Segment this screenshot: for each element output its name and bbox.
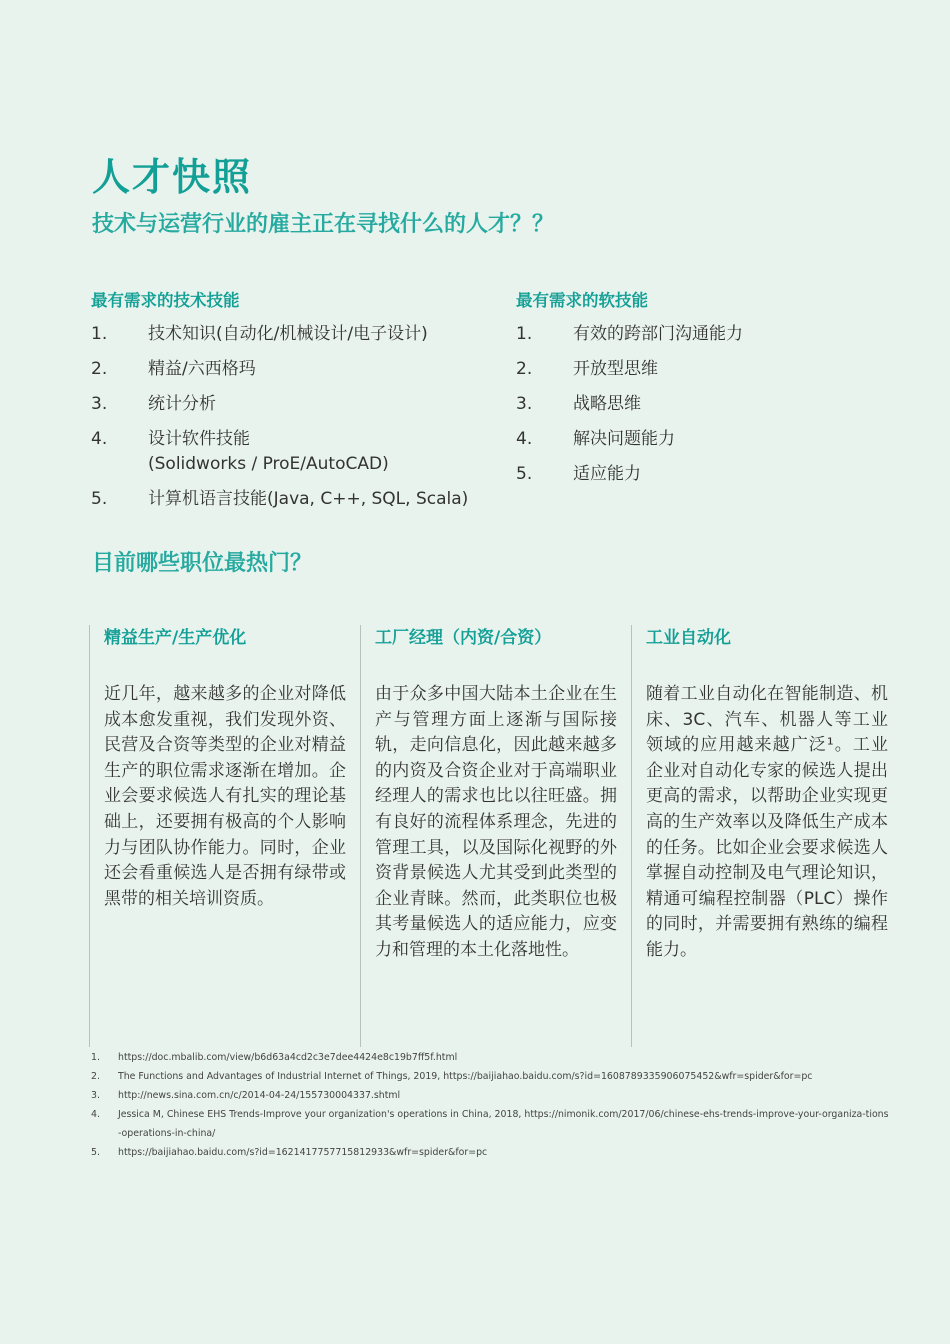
footnote — [91, 1105, 891, 1143]
list-item — [91, 392, 501, 417]
list-item — [516, 357, 886, 382]
list-item-text: 适应能力 — [573, 464, 641, 484]
list-item-text: 有效的跨部门沟通能力 — [573, 324, 743, 344]
list-item-number: 3. — [91, 394, 108, 414]
hot-position-heading: 精益生产/生产优化 — [104, 628, 247, 648]
hot-position-heading: 工厂经理（内资/合资） — [375, 628, 552, 648]
list-item-text: 精益/六西格玛 — [148, 359, 256, 379]
footnote-number: 2. — [91, 1071, 100, 1082]
hot-position-body: 随着工业自动化在智能制造、机床、3C、汽车、机器人等工业领域的应用越来越广泛¹。工业企业对自动化专家的候选人提出更高的需求，以帮助企业实现更高的生产效率以及降低生产成本的任务。比如企业会要求候选人掌握自动控制及电气理论知识，精通可编程控制器（PLC）操作的同时，并需要拥有熟练的编程能力。 — [646, 684, 888, 960]
hot-position-body: 近几年，越来越多的企业对降低成本愈发重视，我们发现外资、民营及合资等类型的企业对精益生产的职位需求逐渐在增加。企业会要求候选人有扎实的理论基础上，还要拥有极高的个人影响力与团队协作能力。同时，企业还会看重候选人是否拥有绿带或黑带的相关培训资质。 — [104, 684, 346, 909]
list-item-text: 开放型思维 — [573, 359, 658, 379]
list-item-text: 技术知识(自动化/机械设计/电子设计) — [148, 324, 428, 344]
soft-skills-heading: 最有需求的软技能 — [516, 291, 648, 310]
footnote-number: 1. — [91, 1052, 100, 1063]
list-item-number: 5. — [516, 464, 533, 484]
footnote-number: 5. — [91, 1147, 100, 1158]
footnote-number: 4. — [91, 1109, 100, 1120]
list-item — [516, 322, 886, 347]
list-item — [516, 427, 886, 452]
list-item-number: 3. — [516, 394, 533, 414]
footnote-link[interactable]: http://news.sina.com.cn/c/2014-04-24/155730004337.shtml — [118, 1090, 401, 1101]
hot-positions-section — [89, 625, 903, 1047]
footnote-number: 3. — [91, 1090, 100, 1101]
list-item-number: 5. — [91, 489, 108, 509]
footnote-link[interactable]: Jessica M, Chinese EHS Trends-Improve your organization's operations in China, 2018, https://nimonik.com/2017/06/chinese-ehs-trends-improve-your-organiza-tions-operations-in-china/ — [118, 1109, 889, 1139]
list-item-number: 2. — [91, 359, 108, 379]
hot-position-heading: 工业自动化 — [646, 628, 731, 648]
hot-position-body: 由于众多中国大陆本土企业在生产与管理方面上逐渐与国际接轨，走向信息化，因此越来越多的内资及合资企业对于高端职业经理人的需求也比以往旺盛。拥有良好的流程体系理念，先进的管理工具，以及国际化视野的外资背景候选人尤其受到此类型的企业青睐。然而，此类职位也极其考量候选人的适应能力，应变力和管理的本土化落地性。 — [375, 684, 617, 960]
footnote-link[interactable]: The Functions and Advantages of Industrial Internet of Things, 2019, https://baijiahao.baidu.com/s?id=1608789335906075452&wfr=spider&for=pc — [118, 1071, 813, 1082]
list-item — [91, 322, 501, 347]
list-item — [91, 487, 501, 512]
list-item-number: 1. — [516, 324, 533, 344]
list-item — [516, 392, 886, 417]
tech-skills-section — [91, 288, 501, 522]
list-item-text: 设计软件技能 (Solidworks / ProE/AutoCAD) — [148, 429, 389, 474]
page-subtitle: 技术与运营行业的雇主正在寻找什么的人才？？ — [92, 212, 555, 237]
page-title: 人才快照 — [92, 155, 253, 199]
footnote-link[interactable]: https://baijiahao.baidu.com/s?id=1621417757715812933&wfr=spider&for=pc — [118, 1147, 488, 1158]
list-item-number: 4. — [516, 429, 533, 449]
footnote — [91, 1048, 891, 1067]
hot-position-column — [631, 625, 902, 1047]
hot-position-column — [89, 625, 360, 1047]
soft-skills-section — [516, 288, 886, 497]
list-item-number: 1. — [91, 324, 108, 344]
list-item-text: 战略思维 — [573, 394, 641, 414]
hot-position-column — [360, 625, 631, 1047]
hot-positions-heading: 目前哪些职位最热门？ — [92, 551, 313, 576]
list-item-text: 计算机语言技能(Java, C++, SQL, Scala) — [148, 489, 469, 509]
list-item — [91, 427, 501, 477]
footnote — [91, 1067, 891, 1086]
footnotes — [91, 1048, 891, 1162]
list-item-number: 4. — [91, 429, 108, 449]
footnote — [91, 1086, 891, 1105]
list-item-number: 2. — [516, 359, 533, 379]
tech-skills-heading: 最有需求的技术技能 — [91, 291, 240, 310]
footnote-link[interactable]: https://doc.mbalib.com/view/b6d63a4cd2c3e7dee4424e8c19b7ff5f.html — [118, 1052, 458, 1063]
list-item-text: 解决问题能力 — [573, 429, 675, 449]
list-item — [91, 357, 501, 382]
list-item-text: 统计分析 — [148, 394, 216, 414]
footnote — [91, 1143, 891, 1162]
list-item — [516, 462, 886, 487]
